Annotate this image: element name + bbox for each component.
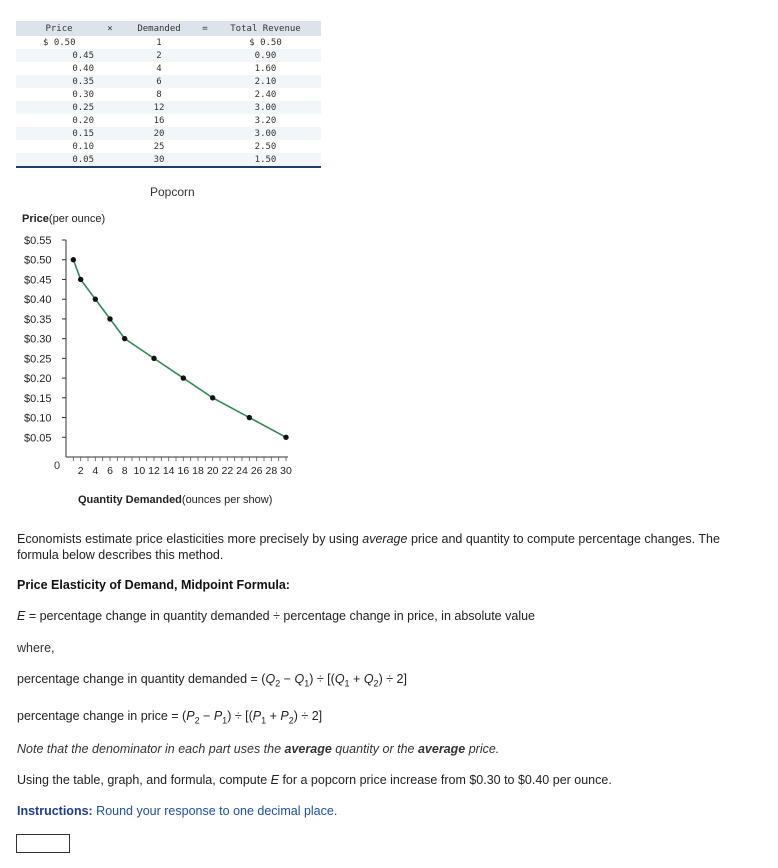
demanded-cell: 8 [156,89,162,100]
demanded-cell: 16 [153,115,165,126]
quantity-formula [17,671,407,692]
revenue-cell: 2.10 [210,75,321,88]
demanded-cell: 20 [118,127,200,140]
origin-label: 0 [54,460,61,472]
price-cell: 0.40 [72,63,94,74]
y-axis-label-bold: Price [22,213,49,225]
revenue-cell: 2.50 [254,141,277,152]
price-cell: 0.15 [16,127,102,140]
y-tick-label: $0.30 [24,333,52,346]
data-point [181,375,186,380]
x-tick-label: 30 [280,465,292,477]
y-axis-label-unit: (per ounce) [48,213,106,225]
elasticity-definition-text: = percentage change in quantity demanded ÷ percentage change in price, in absolute value [25,609,535,623]
price-cell: 0.25 [16,101,102,114]
elasticity-symbol: E [17,609,26,623]
x-tick-label: 6 [107,465,113,477]
demanded-cell: 4 [156,63,162,74]
x-tick-label: 4 [92,465,99,477]
y-tick-label: $0.20 [24,373,52,386]
x-tick-label: 2 [77,465,84,477]
table-row [16,88,321,101]
data-point [107,316,112,321]
x-tick-label: 16 [177,465,190,477]
y-tick-label: $0.55 [24,235,52,247]
demanded-cell: 2 [118,49,200,62]
y-tick-label: $0.15 [24,392,52,405]
data-point [247,415,252,420]
price-cell: 0.20 [72,115,94,126]
price-cell: 0.05 [16,153,102,167]
chart-title: Popcorn [150,185,195,199]
demanded-cell: 1 [156,37,162,48]
table-row [16,101,321,114]
revenue-cell: 3.20 [254,115,277,126]
x-tick-label: 22 [221,465,234,477]
note-bold: average [417,742,466,756]
denominator-note [17,741,499,757]
table-row [16,49,321,62]
task-symbol: E [270,773,279,787]
price-formula [17,708,322,729]
price-cell: $ 0.50 [43,37,76,48]
y-tick-label: $0.45 [24,274,52,287]
intro-text-rest: price and quantity to compute percentage changes. The formula below describes this method. [17,532,720,562]
data-point [93,296,98,301]
answer-input[interactable] [16,834,70,853]
x-tick-label: 8 [121,465,128,477]
where-text: where, [17,641,55,655]
note-bold: average [284,742,332,756]
data-point [283,435,288,440]
x-tick-label: 10 [133,465,146,477]
y-tick-label: $0.25 [24,353,52,366]
instructions [17,803,337,819]
x-axis-label-bold: Quantity Demanded [78,494,182,506]
table-row [16,36,321,49]
demanded-cell: 30 [118,153,200,167]
revenue-cell: 2.40 [254,89,277,100]
x-tick-label: 28 [265,465,278,477]
task-text-c: for a popcorn price increase from $0.30 to $0.40 per ounce. [278,773,612,787]
price-cell: 0.35 [16,75,102,88]
instructions-text: Round your response to one decimal place. [92,804,338,818]
revenue-cell: 3.00 [210,127,321,140]
header-demanded: Demanded [118,21,200,36]
intro-text: Economists estimate price elasticities more precisely by using [17,532,363,546]
quantity-formula-expression: $Q_2 - Q_1) \div [(Q_1 + Q_2) \div 2]$ [265,672,407,689]
data-point [151,356,156,361]
data-point [122,336,127,341]
y-axis-label [22,213,105,225]
table-header-row [16,21,321,36]
task-text [17,772,612,788]
revenue-cell: 1.60 [254,63,277,74]
demanded-cell: 12 [118,101,200,114]
intro-emphasis: average [362,532,408,546]
table-row [16,62,321,75]
table-row [16,153,321,167]
header-times: × [102,21,118,36]
revenue-cell: 1.50 [210,153,321,167]
y-tick-label: $0.10 [24,412,52,425]
price-formula-label: percentage change in price = ( [17,709,187,723]
data-point [210,395,215,400]
demanded-cell: 25 [153,141,165,152]
revenue-cell: 0.90 [210,49,321,62]
x-tick-label: 26 [250,465,263,477]
x-tick-label: 14 [162,465,175,477]
x-axis-label-unit: (ounces per show) [181,494,273,506]
header-revenue: Total Revenue [210,21,321,36]
instructions-label: Instructions: [17,804,93,818]
x-tick-label: 18 [192,465,204,477]
elasticity-definition [17,608,535,624]
demand-curve-chart [0,225,320,485]
data-point [71,257,76,262]
header-equals: = [200,21,210,36]
intro-paragraph [17,531,757,563]
formula-heading: Price Elasticity of Demand, Midpoint Formula: [17,578,290,592]
demand-curve-line [73,260,286,438]
quantity-formula-label: percentage change in quantity demanded = ( [17,672,266,686]
y-tick-label: $0.50 [24,254,52,267]
header-price: Price [16,21,102,36]
demanded-cell: 6 [118,75,200,88]
revenue-cell: $ 0.50 [249,37,282,48]
price-cell: 0.45 [16,49,102,62]
table-row [16,114,321,127]
revenue-cell: 3.00 [210,101,321,114]
price-formula-expression: $P_2 - P_1) \div [(P_1 + P_2) \div 2]$ [186,709,323,726]
note-text: Note that the denominator in each part uses the [17,742,285,756]
table-row [16,75,321,88]
x-tick-label: 12 [148,465,160,477]
data-point [78,277,83,282]
price-demand-table [16,21,321,168]
x-tick-label: 24 [236,465,248,477]
table-row [16,140,321,153]
x-axis-label [78,494,272,506]
y-tick-label: $0.05 [24,432,52,445]
y-tick-label: $0.35 [24,313,52,326]
price-cell: 0.30 [72,89,94,100]
note-text: price. [465,742,500,756]
table-row [16,127,321,140]
price-cell: 0.10 [72,141,94,152]
task-text-a: Using the table, graph, and formula, compute [17,773,271,787]
y-tick-label: $0.40 [24,294,52,307]
note-text: quantity or the [331,742,418,756]
x-tick-label: 20 [206,465,219,477]
